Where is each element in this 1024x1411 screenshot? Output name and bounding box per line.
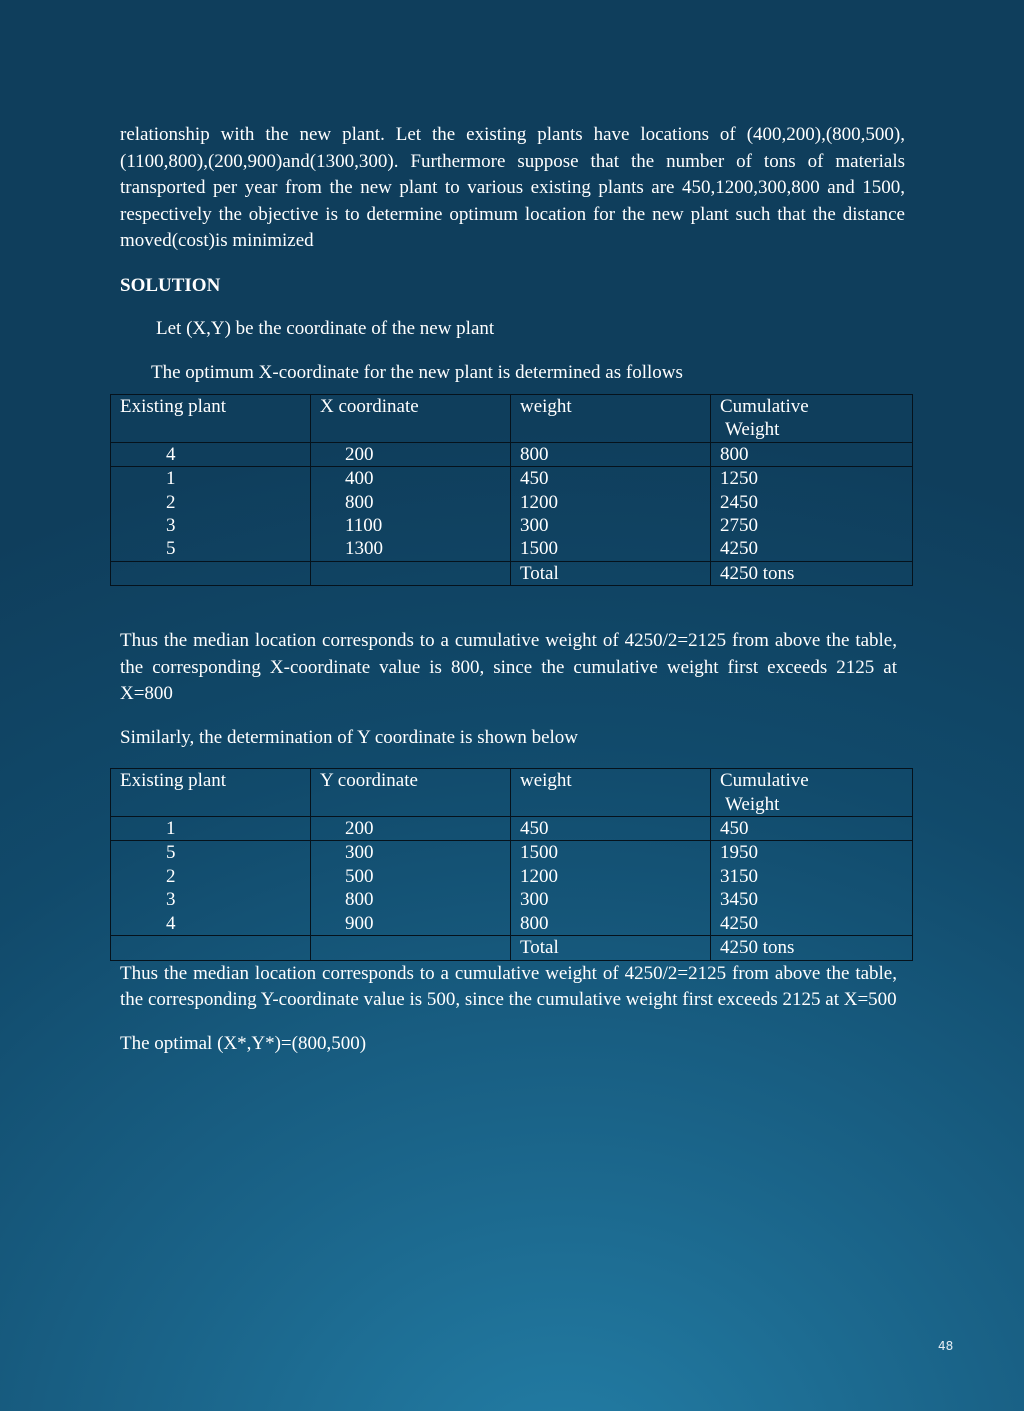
cell-coordinate: 1100: [311, 514, 511, 537]
total-value: 4250 tons: [711, 561, 913, 585]
cell-weight: 1500: [511, 841, 711, 865]
cell-coordinate: 400: [311, 467, 511, 491]
page-content: [120, 122, 905, 1057]
cell-coordinate: 300: [311, 841, 511, 865]
table-row: [111, 467, 913, 491]
total-value: 4250 tons: [711, 936, 913, 960]
cell-coordinate: 200: [311, 817, 511, 841]
table-row: [111, 491, 913, 514]
header-existing-plant: Existing plant: [111, 769, 311, 817]
cell-cumulative: 1950: [711, 841, 913, 865]
cell-plant: 4: [111, 912, 311, 936]
header-cumulative-weight: [711, 769, 913, 817]
cell-plant: 1: [111, 817, 311, 841]
cell-weight: 300: [511, 888, 711, 911]
cell-weight: 300: [511, 514, 711, 537]
cell-cumulative: 450: [711, 817, 913, 841]
cell-cumulative: 2450: [711, 491, 913, 514]
cell-coordinate: 800: [311, 491, 511, 514]
header-cumulative-line2: Weight: [725, 793, 780, 815]
solution-heading: SOLUTION: [120, 274, 221, 296]
cell-cumulative: 4250: [711, 912, 913, 936]
table-row: [111, 888, 913, 911]
cell-cumulative: 4250: [711, 537, 913, 561]
cell-plant: 5: [111, 841, 311, 865]
cell-weight: 1200: [511, 865, 711, 888]
cell-plant: 3: [111, 514, 311, 537]
cell-plant: 1: [111, 467, 311, 491]
header-x-coordinate: X coordinate: [311, 395, 511, 443]
x-coordinate-table: [110, 394, 913, 586]
cell-plant: 2: [111, 865, 311, 888]
cell-weight: 450: [511, 467, 711, 491]
table-row: [111, 841, 913, 865]
cell-cumulative: 3450: [711, 888, 913, 911]
cell-weight: 1200: [511, 491, 711, 514]
header-existing-plant: Existing plant: [111, 395, 311, 443]
table-header-row: [111, 769, 913, 817]
intro-paragraph: relationship with the new plant. Let the existing plants have locations of (400,200),(800,500),(1100,800),(200,900)and(1300,300). Furthermore suppose that the number of tons of materials transported per year from the new plant to various existing plants are 450,1200,300,800 and 1500, respectively the objective is to determine optimum location for the new plant such that the distance moved(cost)is minimized: [120, 124, 905, 251]
cell-cumulative: 1250: [711, 467, 913, 491]
table-row: [111, 514, 913, 537]
x-table-intro: The optimum X-coordinate for the new plant is determined as follows: [151, 361, 683, 383]
table-total-row: [111, 936, 913, 960]
table-header-row: [111, 395, 913, 443]
cell-plant: 3: [111, 888, 311, 911]
cell-cumulative: 3150: [711, 865, 913, 888]
total-label: Total: [511, 561, 711, 585]
cell-coordinate: 900: [311, 912, 511, 936]
cell-coordinate: 1300: [311, 537, 511, 561]
cell-empty: [111, 936, 311, 960]
cell-weight: 1500: [511, 537, 711, 561]
header-cumulative-line1: Cumulative: [720, 770, 809, 792]
header-weight: weight: [511, 395, 711, 443]
header-cumulative-line2: Weight: [725, 419, 780, 441]
let-statement: Let (X,Y) be the coordinate of the new plant: [156, 318, 495, 339]
cell-cumulative: 2750: [711, 514, 913, 537]
table-total-row: [111, 561, 913, 585]
table-row: [111, 817, 913, 841]
cell-empty: [311, 561, 511, 585]
cell-plant: 2: [111, 491, 311, 514]
y-table-intro: Similarly, the determination of Y coordinate is shown below: [120, 726, 579, 748]
cell-coordinate: 800: [311, 888, 511, 911]
y-conclusion-paragraph: Thus the median location corresponds to a cumulative weight of 4250/2=2125 from above the table, the corresponding Y-coordinate value is 500, since the cumulative weight first exceeds 2125 at X=500: [120, 962, 897, 1010]
cell-empty: [111, 561, 311, 585]
cell-coordinate: 500: [311, 865, 511, 888]
y-coordinate-table: [110, 768, 913, 960]
table-row: [111, 442, 913, 466]
header-cumulative-line1: Cumulative: [720, 396, 809, 417]
header-y-coordinate: Y coordinate: [311, 769, 511, 817]
cell-plant: 5: [111, 537, 311, 561]
x-conclusion-paragraph: Thus the median location corresponds to a cumulative weight of 4250/2=2125 from above the table, the corresponding X-coordinate value is 800, since the cumulative weight first exceeds 2125 at X=800: [120, 630, 897, 705]
cell-coordinate: 200: [311, 442, 511, 466]
cell-weight: 450: [511, 817, 711, 841]
cell-plant: 4: [111, 442, 311, 466]
page-number: 48: [938, 1339, 954, 1353]
cell-empty: [311, 936, 511, 960]
table-row: [111, 537, 913, 561]
optimal-result: The optimal (X*,Y*)=(800,500): [120, 1032, 367, 1054]
table-row: [111, 912, 913, 936]
table-row: [111, 865, 913, 888]
cell-weight: 800: [511, 912, 711, 936]
header-cumulative-weight: [711, 395, 913, 443]
cell-cumulative: 800: [711, 442, 913, 466]
header-weight: weight: [511, 769, 711, 817]
cell-weight: 800: [511, 442, 711, 466]
total-label: Total: [511, 936, 711, 960]
